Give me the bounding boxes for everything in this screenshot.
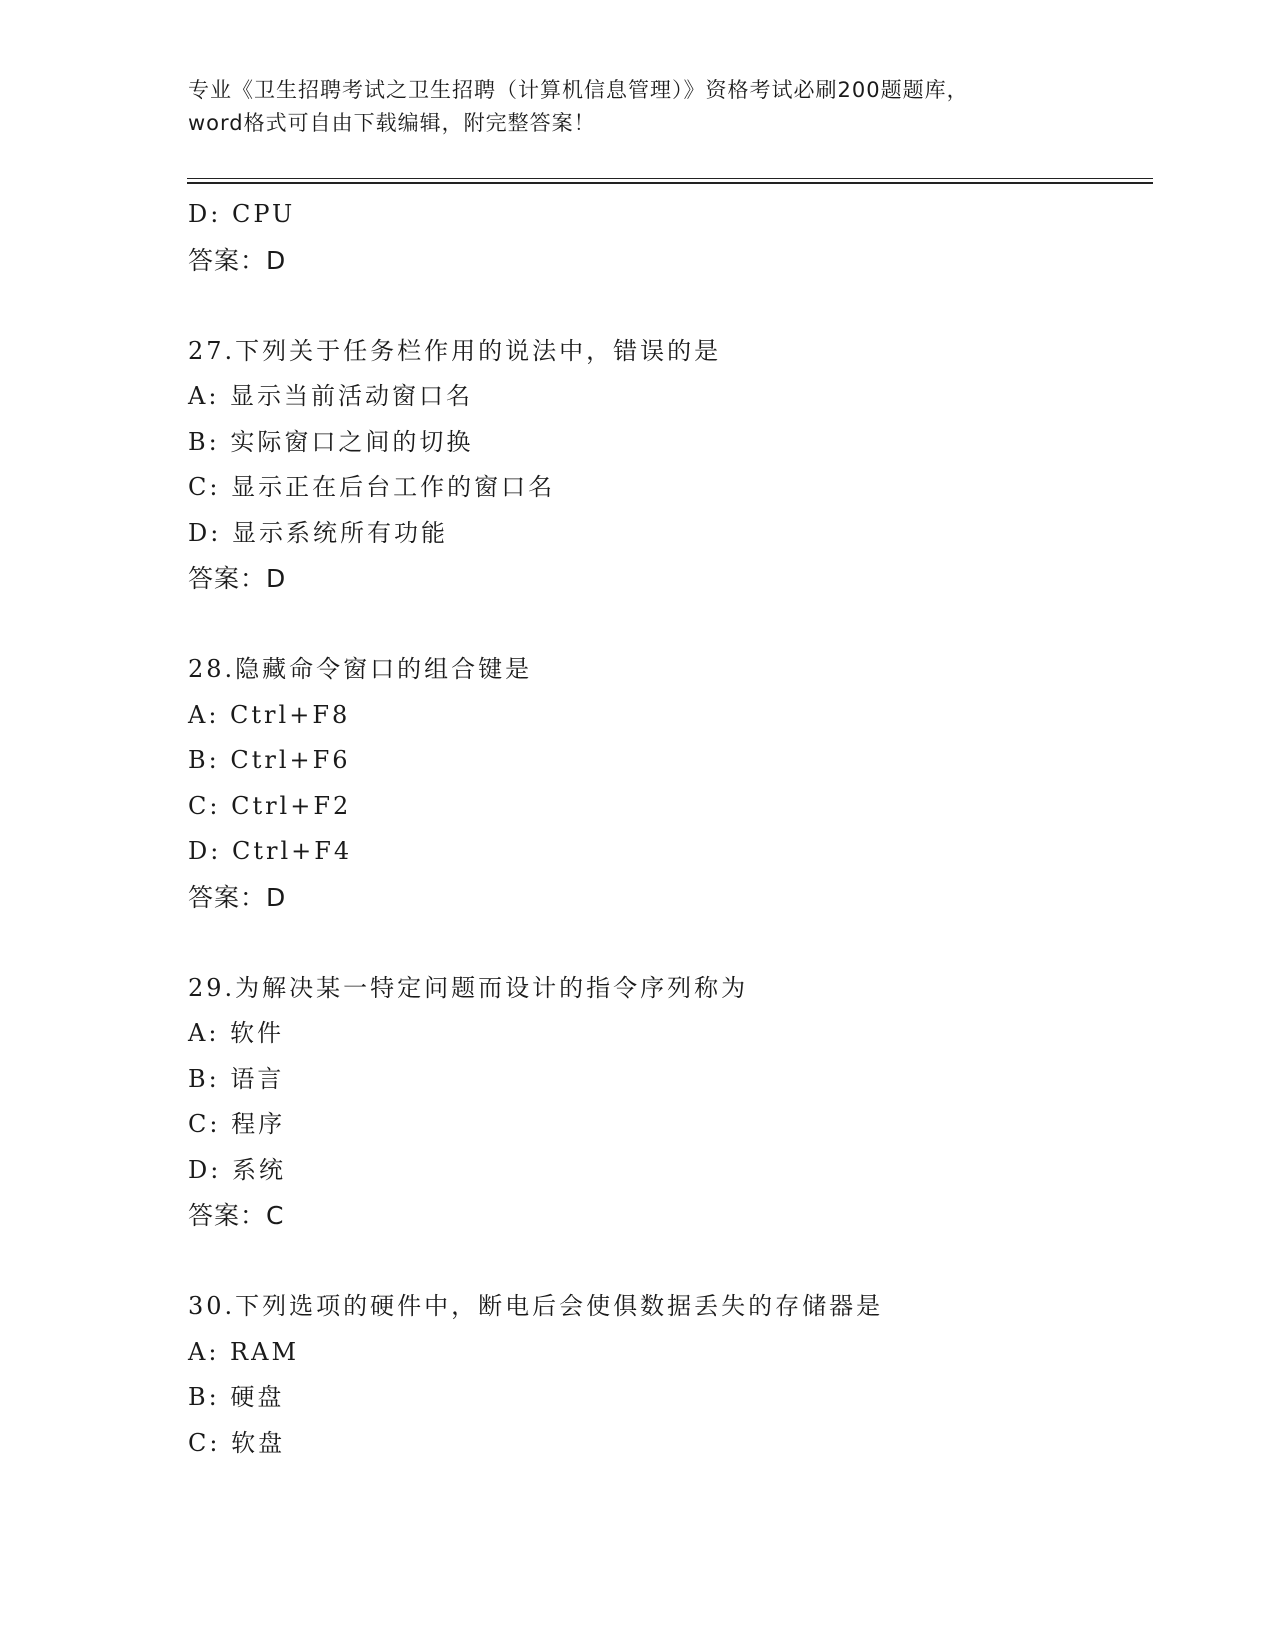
option-d: D: Ctrl+F4: [188, 837, 353, 865]
option-c: C: 程序: [188, 1110, 286, 1138]
option-a: A: 软件: [188, 1019, 285, 1047]
option-b: B: 语言: [188, 1064, 285, 1093]
option-c: C: Ctrl+F2: [188, 791, 352, 820]
header-divider-thin: [187, 178, 1153, 179]
answer: 答案：D: [188, 882, 287, 912]
prev-option-d: D: CPU: [188, 200, 296, 228]
spacer: [188, 1239, 1148, 1285]
question-30: [188, 1284, 1148, 1466]
option-d: D: 显示系统所有功能: [188, 518, 448, 547]
answer: 答案：D: [188, 564, 287, 593]
question-list: [188, 192, 1148, 1466]
document-header: [188, 74, 1088, 140]
header-divider-thick: [187, 182, 1153, 184]
header-line-1: 专业《卫生招聘考试之卫生招聘（计算机信息管理）》资格考试必刷200题题库，: [188, 78, 969, 102]
option-c: C: 软盘: [188, 1428, 286, 1457]
answer: 答案：C: [188, 1201, 285, 1230]
question-stem: 30.下列选项的硬件中，断电后会使俱数据丢失的存储器是: [188, 1292, 884, 1320]
spacer: [188, 602, 1148, 648]
option-a: A: RAM: [188, 1337, 300, 1366]
spacer: [188, 920, 1148, 966]
option-b: B: 硬盘: [188, 1383, 285, 1411]
prev-answer: 答案：D: [188, 245, 287, 275]
option-a: A: Ctrl+F8: [188, 700, 351, 729]
header-line-2: word格式可自由下载编辑，附完整答案！: [188, 111, 596, 135]
question-stem: 29.为解决某一特定问题而设计的指令序列称为: [188, 973, 749, 1002]
spacer: [188, 283, 1148, 329]
question-27: [188, 329, 1148, 602]
question-29: [188, 966, 1148, 1239]
option-b: B: Ctrl+F6: [188, 746, 351, 774]
question-stem: 28.隐藏命令窗口的组合键是: [188, 655, 533, 683]
question-28: [188, 647, 1148, 920]
option-a: A: 显示当前活动窗口名: [188, 382, 474, 410]
question-stem: 27.下列关于任务栏作用的说法中，错误的是: [188, 336, 722, 365]
option-b: B: 实际窗口之间的切换: [188, 427, 474, 456]
option-d: D: 系统: [188, 1155, 286, 1184]
option-c: C: 显示正在后台工作的窗口名: [188, 473, 556, 501]
